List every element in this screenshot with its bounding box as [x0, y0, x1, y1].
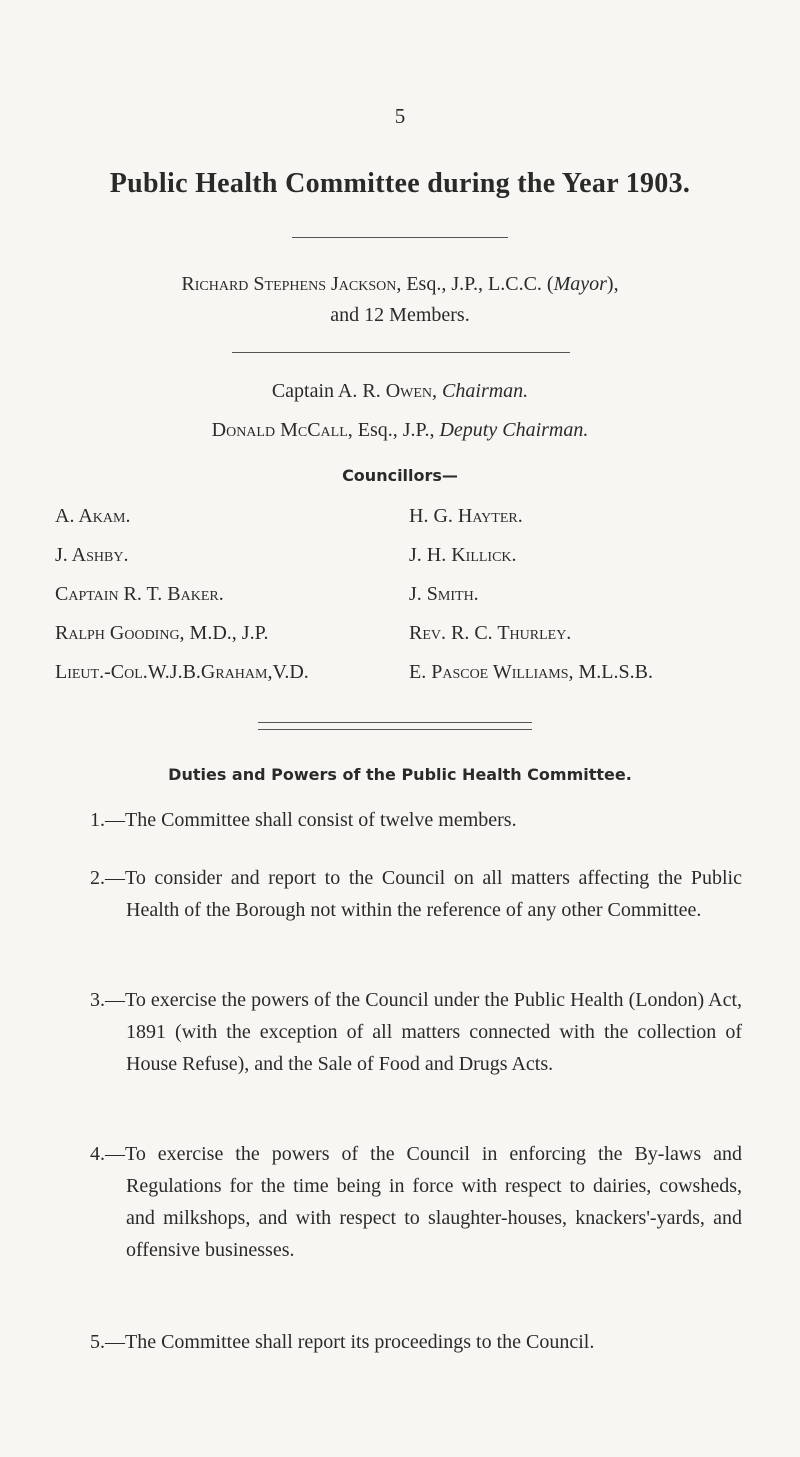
double-rule-upper: [258, 722, 532, 723]
duty-item: 3.—To exercise the powers of the Council under the Public Health (London) Act, 1891 (with the exception of all matters connected with the collection of House Refuse), and the Sale of Food and Drugs Acts.: [90, 989, 742, 1075]
mayor-honours: , Esq., J.P., L.C.C. (: [396, 273, 554, 295]
double-rule-lower: [258, 729, 532, 730]
duty-item: 1.—The Committee shall consist of twelve members.: [90, 809, 517, 831]
councillor-right: Rev. R. C. Thurley.: [409, 622, 572, 644]
page-title: Public Health Committee during the Year 1903.: [109, 168, 691, 199]
deputy-honours: , Esq., J.P.,: [347, 419, 440, 441]
mayor-role: Mayor: [553, 273, 607, 295]
chairman-role: , Chairman.: [432, 380, 529, 402]
councillor-right: J. H. Killick.: [409, 544, 517, 566]
deputy-name: Donald McCall: [211, 419, 348, 441]
rule-middle: [232, 352, 570, 353]
councillor-right: J. Smith.: [409, 583, 479, 605]
duty-item: 2.—To consider and report to the Council on all matters affecting the Public Health of the Borough not within the reference of any other Committee.: [90, 867, 742, 921]
councillor-left: Ralph Gooding, M.D., J.P.: [55, 622, 269, 644]
chairman-surname: Owen: [385, 380, 433, 402]
duties-heading: Duties and Powers of the Public Health Committee.: [168, 765, 632, 784]
chairman-line: [0, 380, 800, 403]
chairman-prefix: Captain A. R.: [271, 380, 386, 402]
deputy-role: Deputy Chairman.: [439, 419, 589, 441]
mayor-name: Richard Stephens Jackson: [181, 273, 397, 295]
mayor-close: ),: [606, 273, 619, 295]
mayor-line: [0, 273, 800, 296]
councillor-left: J. Ashby.: [55, 544, 129, 566]
members-line: and 12 Members.: [330, 304, 470, 326]
councillor-right: H. G. Hayter.: [409, 505, 523, 527]
rule-top: [292, 237, 508, 238]
councillor-left: Captain R. T. Baker.: [55, 583, 224, 605]
councillor-left: Lieut.-Col.W.J.B.Graham,V.D.: [55, 661, 309, 683]
councillors-heading: Councillors—: [342, 466, 458, 485]
duty-item: 5.—The Committee shall report its proceedings to the Council.: [90, 1331, 595, 1353]
duty-item: 4.—To exercise the powers of the Council in enforcing the By-laws and Regulations for the time being in force with respect to dairies, cowsheds, and milkshops, and with respect to slaughter-houses, knackers'-yards, and offensive businesses.: [90, 1143, 742, 1261]
councillor-left: A. Akam.: [55, 505, 131, 527]
councillor-right: E. Pascoe Williams, M.L.S.B.: [409, 661, 653, 683]
page-number: 5: [394, 104, 406, 128]
deputy-line: [0, 419, 800, 442]
